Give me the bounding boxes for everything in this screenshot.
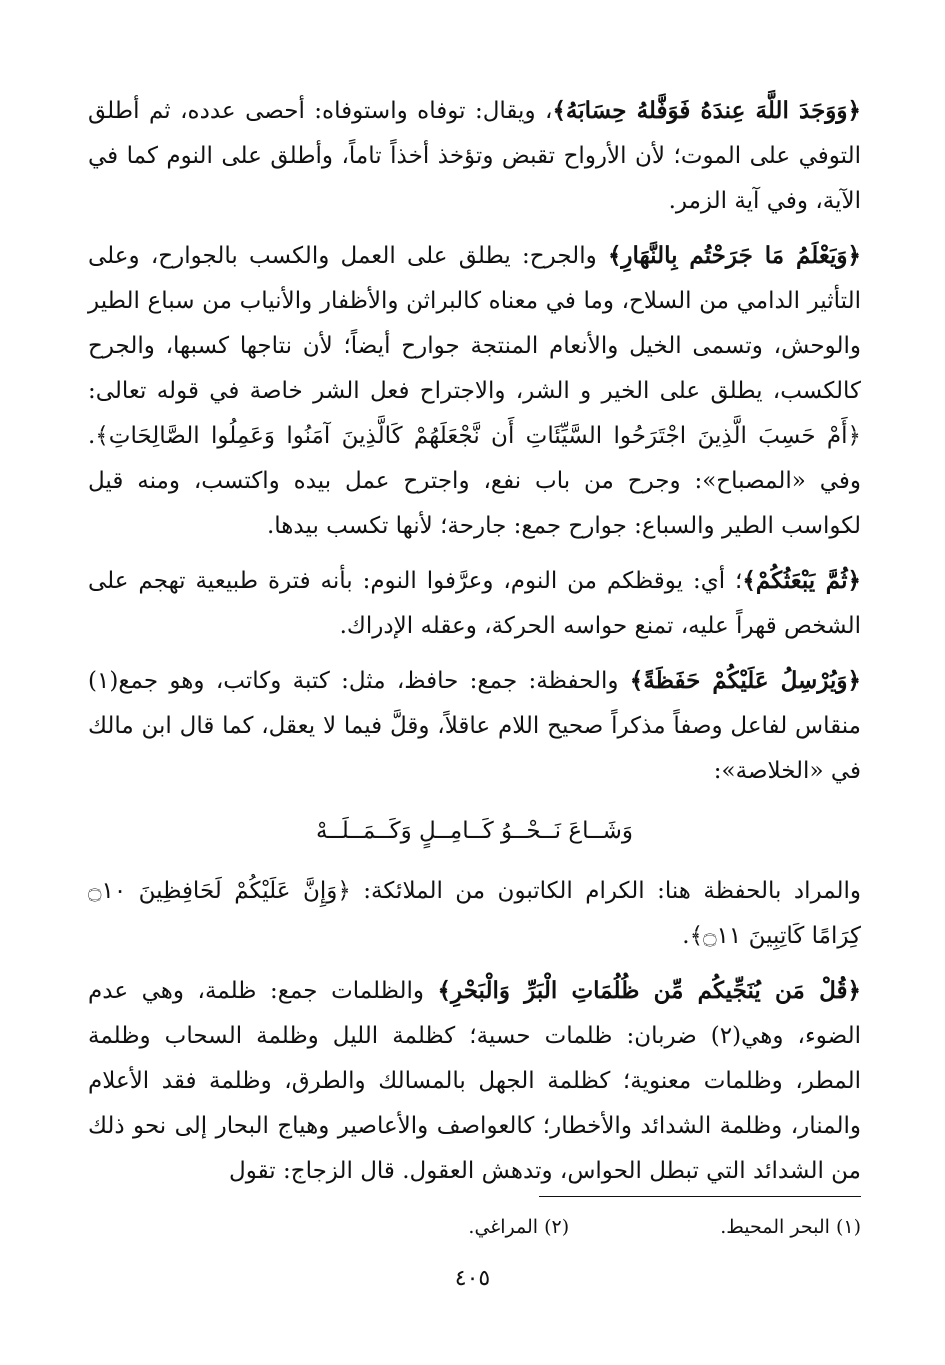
paragraph-text: والحفظة: جمع: حافظ، مثل: كتبة وكاتب، وهو جمع(١) منقاس لفاعل وصفاً مذكراً صحيح اللام عاقلاً، وقلَّ فيما لا يعقل، كما قال ابن مالك في «الخلاصة»: (88, 668, 861, 784)
quran-quote: ﴿ثُمَّ يَبْعَثُكُمْ﴾ (742, 567, 861, 594)
paragraph-text: والمراد بالحفظة هنا: الكرام الكاتبون من الملائكة: ﴿وَإِنَّ عَلَيْكُمْ لَحَافِظِينَ ۝١٠ كِرَامًا كَاتِبِينَ ۝١١﴾. (88, 878, 861, 949)
paragraph-1 (88, 88, 861, 224)
paragraph-text: ، ويقال: توفاه واستوفاه: أحصى عدده، ثم أطلق التوفي على الموت؛ لأن الأرواح تقبض وتؤخذ أخذاً تاماً، وأطلق على النوم كما في الآية، وفي آية الزمر. (88, 98, 861, 214)
paragraph-2 (88, 233, 861, 549)
main-text (88, 88, 861, 1203)
paragraph-6 (88, 968, 861, 1194)
quran-quote: ﴿وَيُرْسِلُ عَلَيْكُمْ حَفَظَةً﴾ (629, 667, 862, 694)
quran-quote: ﴿وَوَجَدَ اللَّهَ عِندَهُ فَوَفَّلهُ حِسَابَهُ﴾ (552, 97, 861, 124)
paragraph-text: والجرح: يطلق على العمل والكسب بالجوارح، وعلى التأثير الدامي من السلاح، وما في معناه كالبراثن والأظفار والأنياب من سباع الطير والوحش، وتسمى الخيل والأنعام المنتجة جوارح أيضاً؛ لأن نتاجها كسبها، والجرح كالكسب، يطلق على الخير و الشر، والاجتراح فعل الشر خاصة في قوله تعالى: ﴿أَمْ حَسِبَ الَّذِينَ اجْتَرَحُوا السَّيِّئَاتِ أَن نَّجْعَلَهُمْ كَالَّذِينَ آمَنُوا وَعَمِلُوا الصَّالِحَاتِ﴾. وفي «المصباح»: وجرح من باب نفع، واجترح عمل بيده واكتسب، ومنه قيل لكواسب الطير والسباع: جوارح جمع: جارحة؛ لأنها تكسب بيدها. (88, 243, 861, 539)
poetry-verse: وَشَــاعَ نَــحْــوُ كَــامِــلٍ وَكَــمَــلَــهْ (316, 818, 633, 844)
paragraph-text: ؛ أي: يوقظكم من النوم، وعرَّفوا النوم: بأنه فترة طبيعية تهجم على الشخص قهراً عليه، تمنع حواسه الحركة، وعقله الإدراك. (88, 568, 861, 639)
paragraph-4 (88, 658, 861, 794)
page-number: ٤٠٥ (454, 1266, 491, 1291)
quran-quote: ﴿وَيَعْلَمُ مَا جَرَحْتُم بِالنَّهَارِ﴾ (607, 242, 861, 269)
footnotes (88, 1212, 861, 1242)
quran-quote: ﴿قُلْ مَن يُنَجِّيكُم مِّن ظُلُمَاتِ الْبَرِّ وَالْبَحْرِ﴾ (437, 977, 861, 1004)
footnote-2: (٢) المراغي. (468, 1216, 570, 1238)
paragraph-5 (88, 868, 861, 959)
paragraph-3 (88, 558, 861, 649)
footnote-1: (١) البحر المحيط. (720, 1216, 861, 1238)
footnote-divider (539, 1196, 861, 1197)
paragraph-text: والظلمات جمع: ظلمة، وهي عدم الضوء، وهي(٢) ضربان: ظلمات حسية؛ كظلمة الليل وظلمة السحاب وظلمة المطر، وظلمات معنوية؛ كظلمة الجهل بالمسالك والطرق، وظلمة فقد الأعلام والمنار، وظلمة الشدائد والأخطار؛ كالعواصف والأعاصير وهياج البحار إلى نحو ذلك من الشدائد التي تبطل الحواس، وتدهش العقول. قال الزجاج: تقول (88, 978, 862, 1184)
